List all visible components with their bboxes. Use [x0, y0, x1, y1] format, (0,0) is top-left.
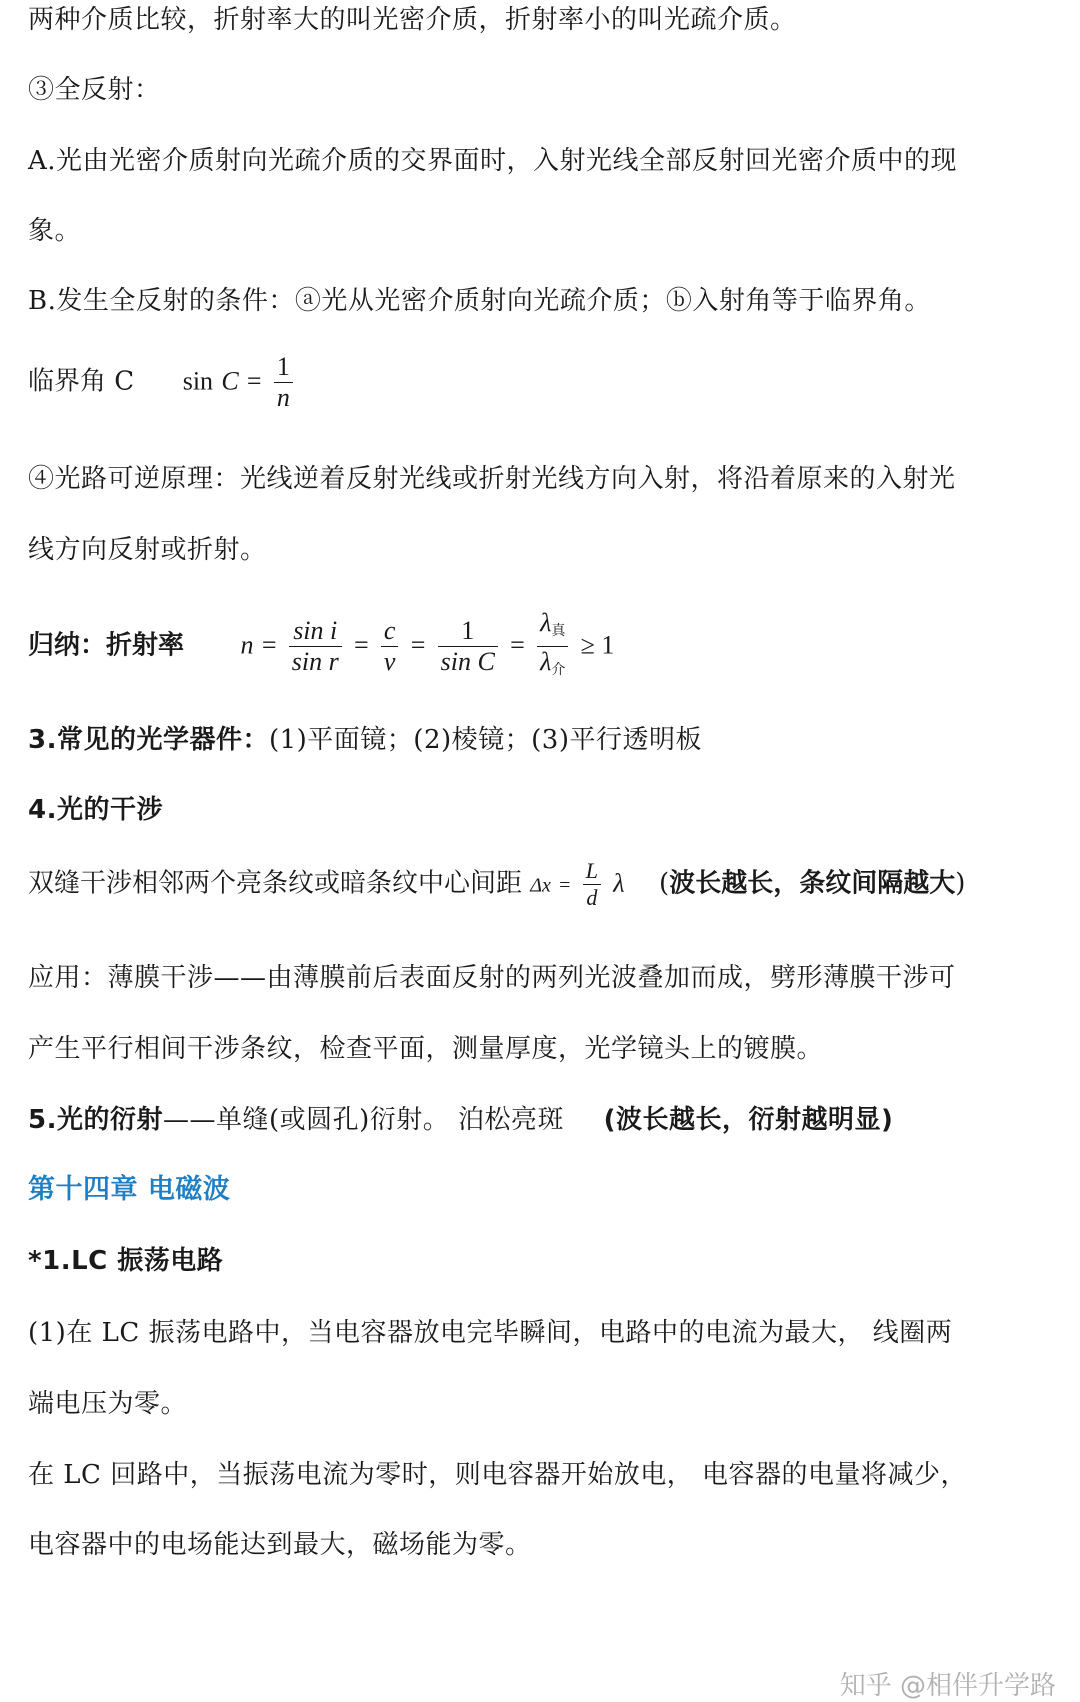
- fringe-spacing-line: [28, 858, 965, 911]
- formula-text: Δx: [530, 874, 551, 897]
- section-heading: 5.光的衍射: [28, 1105, 163, 1135]
- text-line: 线方向反射或折射。: [28, 535, 267, 565]
- formula-text: sin: [182, 366, 214, 396]
- fraction-denominator: [537, 647, 568, 685]
- text-line: 端电压为零。: [28, 1389, 188, 1419]
- watermark-text: 知乎 @相伴升学路: [839, 1671, 1056, 1701]
- section-heading: *1.LC 振荡电路: [28, 1246, 224, 1276]
- fraction: [583, 858, 601, 911]
- text-line: 象。: [28, 216, 82, 246]
- fraction-denominator: d: [586, 885, 598, 910]
- fraction-denominator: v: [383, 647, 396, 676]
- critical-angle-formula: [28, 352, 297, 413]
- text-line: (1)在 LC 振荡电路中，当电容器放电完毕瞬间，电路中的电流为最大， 线圈两: [28, 1318, 953, 1348]
- text-line: [28, 722, 702, 758]
- text-span: 双缝干涉相邻两个亮条纹或暗条纹中心间距: [28, 868, 523, 899]
- text-line: A.光由光密介质射向光疏介质的交界面时，入射光线全部反射回光密介质中的现: [28, 146, 958, 176]
- text-span: 4.光的干涉: [28, 795, 163, 825]
- subscript: 介: [551, 662, 566, 678]
- fraction-denominator: sin r: [291, 647, 339, 676]
- fraction-numerator: sin i: [289, 616, 342, 647]
- subscript: 真: [551, 623, 566, 639]
- chapter-title: 第十四章 电磁波: [28, 1174, 231, 1205]
- text-line: 产生平行相间干涉条纹，检查平面，测量厚度，光学镜头上的镀膜。: [28, 1034, 824, 1064]
- text-line: [28, 1102, 893, 1138]
- formula-text: ≥ 1: [580, 630, 615, 660]
- fraction-numerator: c: [381, 616, 399, 647]
- fraction-denominator: sin C: [440, 647, 495, 676]
- critical-angle-label: 临界角 C: [28, 366, 135, 397]
- emphasis-text: 波长越长，条纹间隔越大: [669, 868, 956, 899]
- formula-text: =: [353, 630, 369, 660]
- fraction-denominator: n: [276, 383, 290, 412]
- formula-text: =: [261, 630, 277, 660]
- refraction-index-formula: [28, 608, 614, 685]
- formula-text: =: [510, 630, 525, 660]
- fraction-numerator: 1: [274, 352, 293, 383]
- text-line: B.发生全反射的条件：ⓐ光从光密介质射向光疏介质；ⓑ入射角等于临界角。: [28, 286, 931, 316]
- formula-text: n: [240, 630, 254, 660]
- section-heading: 3.常见的光学器件：: [28, 725, 269, 755]
- fraction: [289, 616, 342, 677]
- fraction: [274, 352, 293, 413]
- text-line: ③全反射：: [28, 75, 161, 105]
- text-span: (1)平面镜；(2)棱镜；(3)平行透明板: [268, 725, 702, 755]
- formula-text: λ: [540, 608, 552, 637]
- formula-text: =: [559, 874, 571, 897]
- text-line: 两种介质比较，折射率大的叫光密介质，折射率小的叫光疏介质。: [28, 5, 797, 35]
- fraction-numerator: 1: [438, 616, 498, 647]
- formula-text: =: [410, 630, 426, 660]
- summary-label: 归纳：折射率: [28, 630, 185, 661]
- fraction: [438, 616, 498, 677]
- text-line: 电容器中的电场能达到最大，磁场能为零。: [28, 1530, 532, 1560]
- text-line: 在 LC 回路中，当振荡电流为零时，则电容器开始放电， 电容器的电量将减少，: [28, 1460, 967, 1490]
- fraction: [537, 608, 568, 685]
- text-line: ④光路可逆原理：光线逆着反射光线或折射光线方向入射，将沿着原来的入射光: [28, 464, 956, 494]
- fraction: [381, 616, 399, 677]
- text-span: ): [955, 868, 966, 899]
- section-heading: [28, 792, 163, 828]
- formula-text: λ: [613, 868, 625, 898]
- emphasis-text: (波长越长，衍射越明显): [603, 1105, 894, 1135]
- text-span: (: [659, 868, 670, 899]
- formula-text: =: [246, 366, 262, 396]
- formula-text: λ: [540, 647, 552, 676]
- fraction-numerator: [537, 608, 568, 647]
- text-span: ——单缝(或圆孔)衍射。 泊松亮斑: [162, 1105, 565, 1135]
- formula-text: C: [221, 366, 239, 396]
- text-line: 应用：薄膜干涉——由薄膜前后表面反射的两列光波叠加而成，劈形薄膜干涉可: [28, 963, 956, 993]
- fraction-numerator: L: [583, 858, 601, 885]
